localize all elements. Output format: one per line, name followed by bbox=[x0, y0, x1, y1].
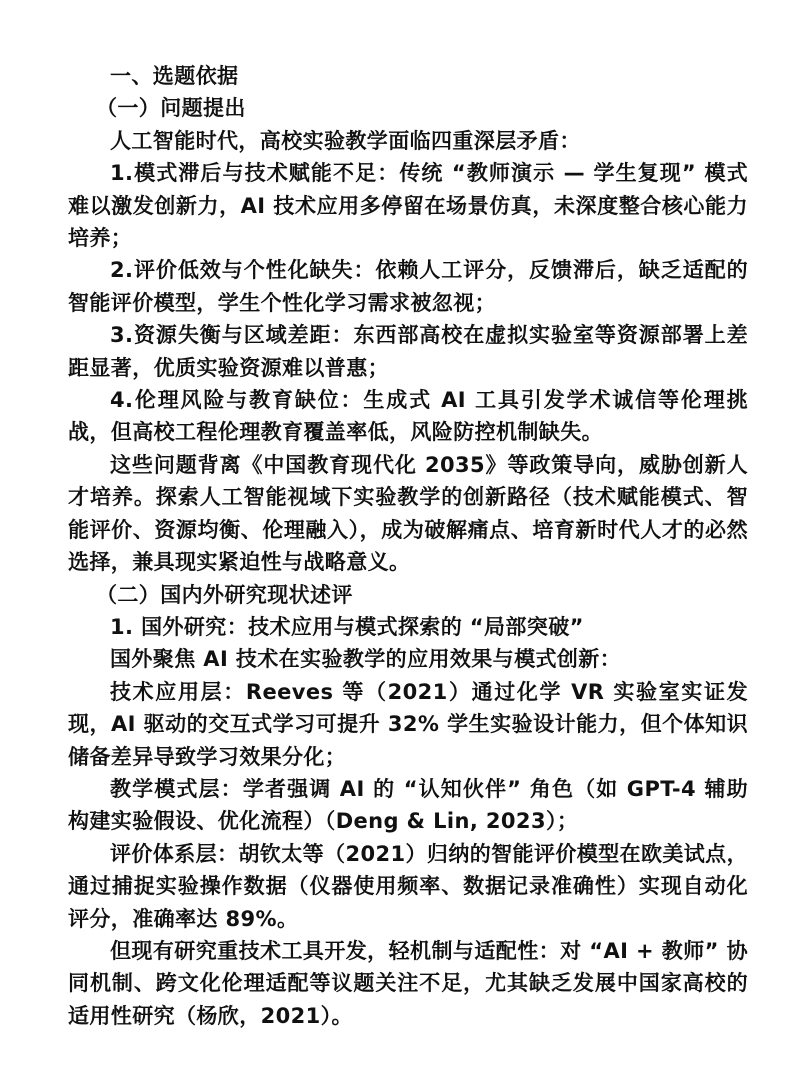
paragraph-conclusion: 但现有研究重技术工具开发，轻机制与适配性：对 “AI + 教师” 协同机制、跨文化伦理适配等议题关注不足，尤其缺乏发展中国家高校的适用性研究（杨欣，2021）。 bbox=[68, 938, 748, 1028]
paragraph-item-4: 4.伦理风险与教育缺位：生成式 AI 工具引发学术诚信等伦理挑战，但高校工程伦理教育覆盖率低，风险防控机制缺失。 bbox=[68, 388, 748, 445]
paragraph-tech-layer: 技术应用层：Reeves 等（2021）通过化学 VR 实验室实证发现，AI 驱动的交互式学习可提升 32% 学生实验设计能力，但个体知识储备差异导致学习效果分化； bbox=[68, 679, 748, 769]
subsection-heading-review: （二）国内外研究现状述评 bbox=[96, 582, 353, 607]
paragraph-item-2: 2.评价低效与个性化缺失：依赖人工评分，反馈滞后，缺乏适配的智能评价模型，学生个性化学习需求被忽视； bbox=[68, 258, 748, 315]
paragraph-summary: 这些问题背离《中国教育现代化 2035》等政策导向，威胁创新人才培养。探索人工智能视域下实验教学的创新路径（技术赋能模式、智能评价、资源均衡、伦理融入），成为破解痛点、培育新时代人才的必然选择，兼具现实紧迫性与战略意义。 bbox=[68, 452, 748, 575]
paragraph-item-3: 3.资源失衡与区域差距：东西部高校在虚拟实验室等资源部署上差距显著，优质实验资源难以普惠； bbox=[68, 323, 748, 380]
paragraph-foreign-title: 1. 国外研究：技术应用与模式探索的 “局部突破” bbox=[110, 614, 584, 639]
subsection-heading-problem: （一）问题提出 bbox=[96, 96, 246, 121]
paragraph-foreign-intro: 国外聚焦 AI 技术在实验教学的应用效果与模式创新： bbox=[110, 647, 622, 672]
paragraph-intro: 人工智能时代，高校实验教学面临四重深层矛盾： bbox=[110, 128, 581, 153]
paragraph-item-1: 1.模式滞后与技术赋能不足：传统 “教师演示 — 学生复现” 模式难以激发创新力，AI 技术应用多停留在场景仿真，未深度整合核心能力培养； bbox=[68, 161, 748, 251]
section-heading: 一、选题依据 bbox=[110, 64, 239, 88]
paragraph-evaluation-layer: 评价体系层：胡钦太等（2021）归纳的智能评价模型在欧美试点，通过捕捉实验操作数据（仪器使用频率、数据记录准确性）实现自动化评分，准确率达 89%。 bbox=[68, 841, 748, 931]
paragraph-teaching-layer: 教学模式层：学者强调 AI 的 “认知伙伴” 角色（如 GPT-4 辅助构建实验假设、优化流程）（Deng & Lin, 2023）； bbox=[68, 776, 748, 834]
document-page bbox=[68, 60, 748, 1032]
